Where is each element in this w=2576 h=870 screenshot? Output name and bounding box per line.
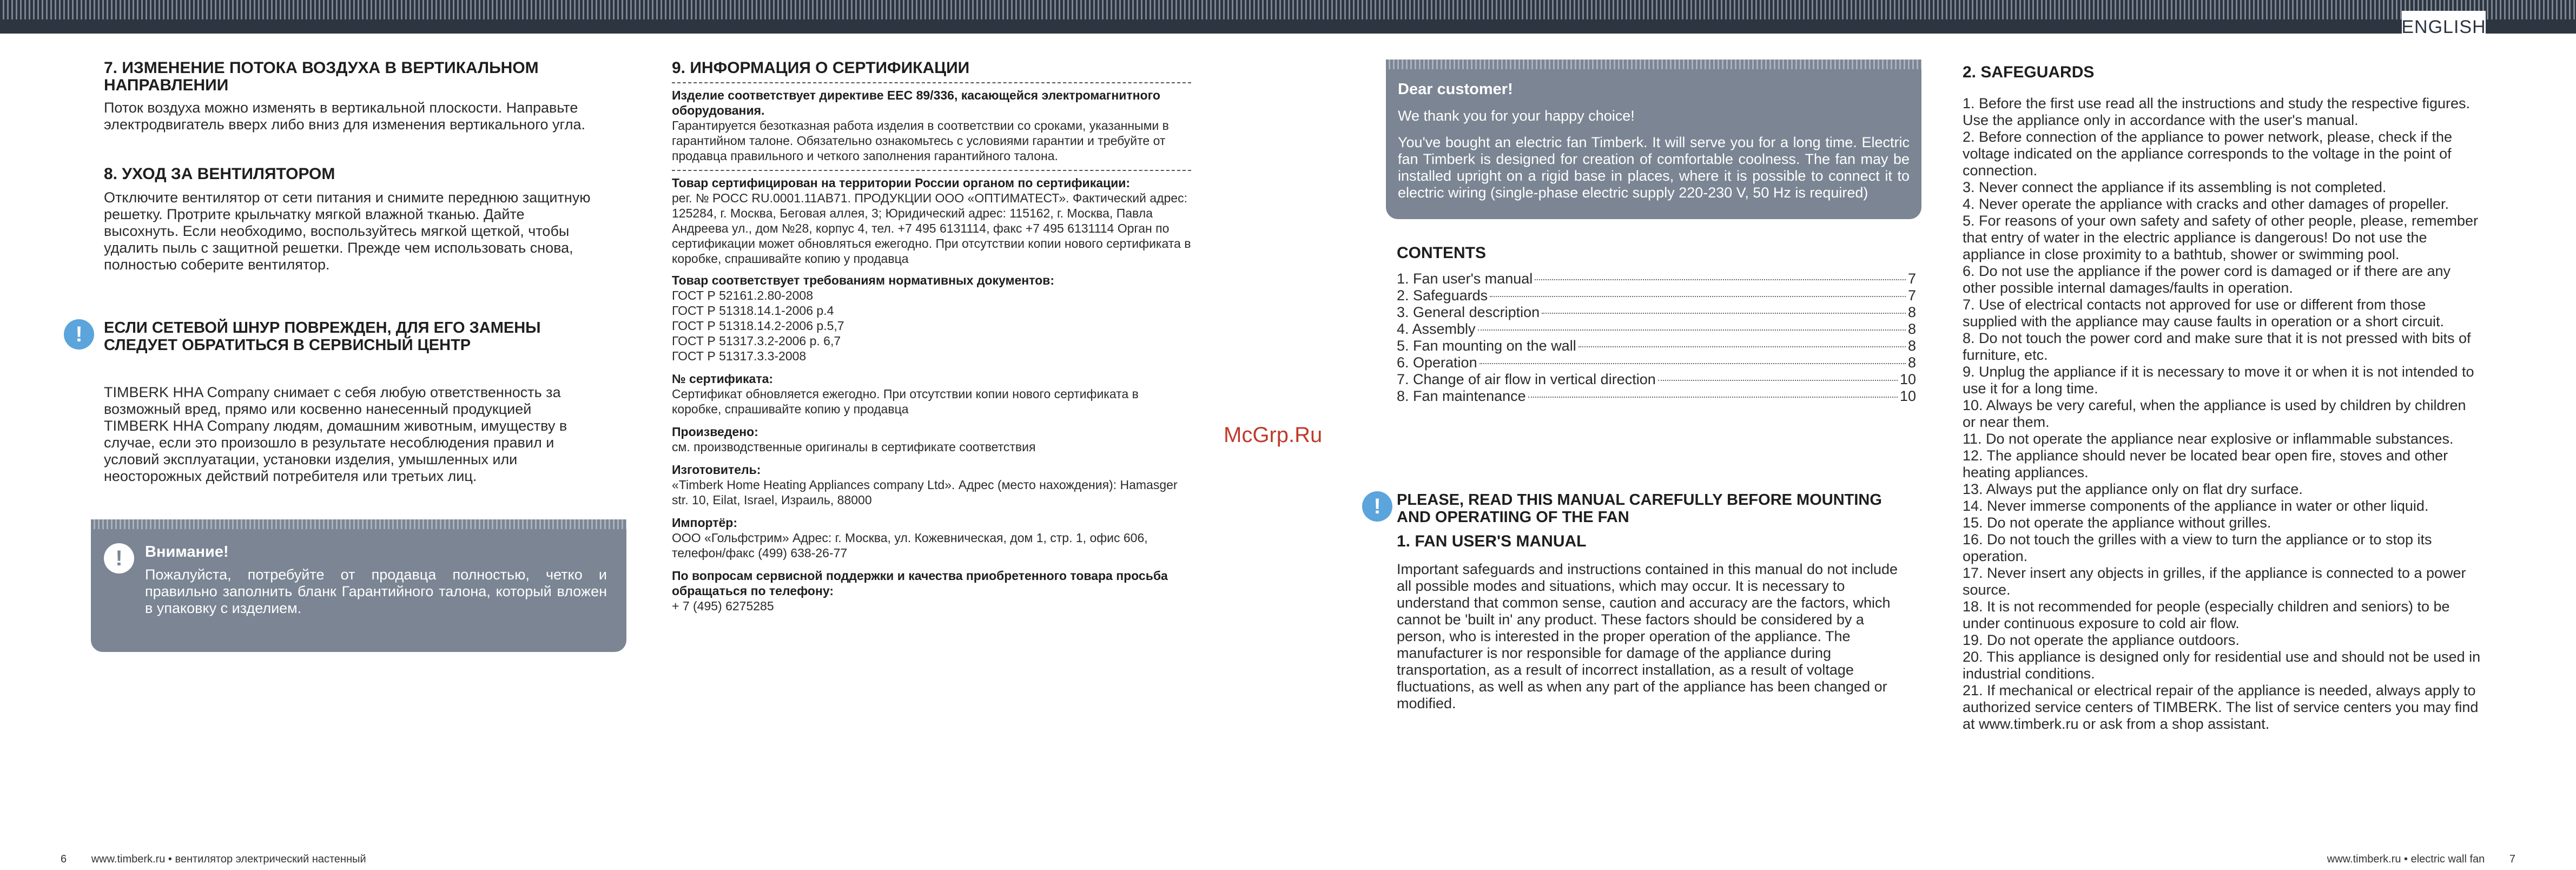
- support-text: + 7 (495) 6275285: [672, 599, 774, 613]
- safeguard-item: 1. Before the first use read all the instructions and study the respective figures. Use the appliance only in accordance with the user's manual.: [1963, 95, 2470, 128]
- section-8-text: Отключите вентилятор от сети питания и снимите переднюю защитную решетку. Протрите крыльчатку мягкой влажной тканью. Дайте высохнуть. Если необходимо, воспользуйтесь мягкой щеткой, чтобы удалить пыль с защитной решетки. Прежде чем использовать снова, полностью соберите вентилятор.: [104, 189, 591, 273]
- attention-icon: !: [104, 543, 134, 574]
- safeguard-item: 4. Never operate the appliance with cracks and other damages of propeller.: [1963, 196, 2449, 212]
- cert-number-text: Сертификат обновляется ежегодно. При отсутствии копии нового сертификата в коробке, спрашивайте копию у продавца: [672, 387, 1139, 416]
- toc-item[interactable]: [1397, 388, 1916, 405]
- importer-text: ООО «Гольфстрим» Адрес: г. Москва, ул. Кожевническая, дом 1, стр. 1, офис 606, телефон/факс (499) 638-26-77: [672, 531, 1148, 560]
- read-warning: [1362, 491, 1919, 526]
- toc-page: 10: [1899, 388, 1916, 404]
- toc-page: 8: [1907, 338, 1916, 354]
- toc-label: 1. Fan user's manual: [1397, 271, 1533, 287]
- toc-item[interactable]: [1397, 321, 1916, 338]
- footer-left: [61, 853, 366, 866]
- toc-label: 8. Fan maintenance: [1397, 388, 1526, 404]
- liability-text: TIMBERK HHA Company снимает с себя любую ответственность за возможный вред, прямо или косвенно нанесенный продукцией TIMBERK HHA Company людям, домашним животным, имуществу в случае, если это произошло в результате несоблюдения правил и условий эксплуатации, установки изделия, умышленных или неосторожных действий потребителя или третьих лиц.: [104, 384, 567, 484]
- toc-page: 7: [1907, 287, 1916, 304]
- safeguard-item: 9. Unplug the appliance if it is necessary to move it or when it is not intended to use it for a long time.: [1963, 364, 2474, 397]
- maker-bold: Изготовитель:: [672, 463, 761, 477]
- divider: [672, 170, 1191, 171]
- safeguards-title: 2. SAFEGUARDS: [1963, 63, 2095, 81]
- toc-dots: [1542, 313, 1906, 314]
- footer-link[interactable]: www.timberk.ru • вентилятор электрический настенный: [91, 853, 366, 865]
- language-tab: ENGLISH: [2402, 11, 2486, 43]
- safeguard-item: 7. Use of electrical contacts not approved for use or different from those supplied with the appliance may cause faults in operation or a short circuit.: [1963, 296, 2444, 329]
- toc-dots: [1479, 363, 1906, 364]
- attention-title: Внимание!: [145, 543, 229, 561]
- toc-label: 6. Operation: [1397, 354, 1477, 371]
- safeguard-item: 14. Never immerse components of the appliance in water or other liquid.: [1963, 498, 2429, 514]
- cert-directive-bold: Изделие соответствует директиве ЕЕС 89/336, касающейся электромагнитного оборудования.: [672, 88, 1160, 117]
- section-7-text: Поток воздуха можно изменять в вертикальной плоскости. Направьте электродвигатель вверх либо вниз для изменения вертикального угла.: [104, 100, 585, 133]
- toc-label: 3. General description: [1397, 304, 1540, 320]
- warning-icon: !: [64, 319, 94, 350]
- toc-label: 4. Assembly: [1397, 321, 1476, 337]
- toc-dots: [1658, 380, 1898, 381]
- cert-norm: ГОСТ Р 51318.14.2-2006 p.5,7: [672, 319, 844, 333]
- cord-warning: [64, 319, 599, 354]
- safeguard-item: 3. Never connect the appliance if its assembling is not completed.: [1963, 179, 2387, 195]
- safeguard-item: 18. It is not recommended for people (especially children and seniors) to be under continuous exposure to cold air flow.: [1963, 598, 2450, 631]
- dear-box-stripe: [1386, 60, 1921, 69]
- safeguard-item: 16. Do not touch the grilles with a view to turn the appliance or to stop its operation.: [1963, 531, 2432, 564]
- toc-page: 10: [1899, 371, 1916, 387]
- produced-text: см. производственные оригиналы в сертификате соответствия: [672, 440, 1036, 454]
- toc-dots: [1578, 346, 1906, 347]
- cert-norm: ГОСТ Р 52161.2.80-2008: [672, 288, 814, 302]
- dear-title: Dear customer!: [1398, 81, 1513, 98]
- manual-title: 1. FAN USER'S MANUAL: [1397, 532, 1587, 550]
- cert-norms-bold: Товар соответствует требованиям нормативных документов:: [672, 273, 1054, 287]
- page-number: 7: [2509, 853, 2515, 865]
- cert-title: 9. ИНФОРМАЦИЯ О СЕРТИФИКАЦИИ: [672, 59, 970, 77]
- toc-label: 7. Change of air flow in vertical direction: [1397, 371, 1656, 387]
- toc-page: 7: [1907, 271, 1916, 287]
- top-band-solid: [0, 19, 2576, 34]
- produced-bold: Произведено:: [672, 425, 758, 439]
- toc-item[interactable]: [1397, 287, 1916, 304]
- support-bold: По вопросам сервисной поддержки и качества приобретенного товара просьба обращаться по телефону:: [672, 569, 1168, 598]
- dear-thanks: We thank you for your happy choice!: [1398, 108, 1635, 124]
- toc-dots: [1528, 397, 1898, 398]
- attention-box: [91, 519, 626, 652]
- toc-item[interactable]: [1397, 354, 1916, 371]
- warning-icon: !: [1362, 491, 1392, 522]
- toc-page: 8: [1907, 304, 1916, 320]
- safeguard-item: 12. The appliance should never be located bear open fire, stoves and other heating appliances.: [1963, 447, 2448, 480]
- safeguard-item: 2. Before connection of the appliance to power network, please, check if the voltage indicated on the appliance corresponds to the voltage in the point of connection.: [1963, 129, 2453, 179]
- toc-item[interactable]: [1397, 304, 1916, 321]
- cert-number-bold: № сертификата:: [672, 372, 774, 386]
- cert-norm: ГОСТ Р 51318.14.1-2006 p.4: [672, 304, 834, 318]
- section-8-title: 8. УХОД ЗА ВЕНТИЛЯТОРОМ: [104, 165, 335, 183]
- safeguard-item: 10. Always be very careful, when the appliance is used by children by children or near them.: [1963, 397, 2466, 430]
- toc-dots: [1535, 279, 1906, 280]
- left-column-1b: [104, 384, 596, 485]
- importer-bold: Импортёр:: [672, 516, 737, 530]
- toc-dots: [1478, 329, 1906, 331]
- safeguard-item: 6. Do not use the appliance if the power cord is damaged or if there are any other possible internal damages/faults in operation.: [1963, 263, 2451, 296]
- safeguard-item: 17. Never insert any objects in grilles, if the appliance is connected to a power source.: [1963, 565, 2466, 598]
- safeguard-item: 19. Do not operate the appliance outdoors.: [1963, 632, 2240, 648]
- safeguard-item: 20. This appliance is designed only for residential use and should not be used in industrial conditions.: [1963, 649, 2481, 682]
- toc-item[interactable]: [1397, 338, 1916, 354]
- safeguard-item: 15. Do not operate the appliance without grilles.: [1963, 515, 2271, 531]
- toc-item[interactable]: [1397, 271, 1916, 287]
- dear-text: You've bought an electric fan Timberk. It will serve you for a long time. Electric fan Timberk is designed for creation of comfortable coolness. The fan may be installed upright on a rigid base in places, where it is possible to connect it to electric wiring (single-phase electric supply 220-230 V, 50 Hz is required): [1398, 134, 1910, 201]
- manual-block: [1397, 533, 1916, 712]
- safeguard-item: 11. Do not operate the appliance near explosive or inflammable substances.: [1963, 431, 2454, 447]
- watermark: McGrp.Ru: [1224, 423, 1323, 447]
- page-number: 6: [61, 853, 67, 865]
- toc-page: 8: [1907, 321, 1916, 337]
- footer-link[interactable]: www.timberk.ru • electric wall fan: [2327, 853, 2485, 865]
- attention-box-stripe: [91, 519, 626, 529]
- cert-org-bold: Товар сертифицирован на территории России органом по сертификации:: [672, 176, 1131, 190]
- cert-norm: ГОСТ Р 51317.3.3-2008: [672, 349, 807, 363]
- left-column-1: [104, 60, 596, 273]
- safeguard-item: 13. Always put the appliance only on flat dry surface.: [1963, 481, 2303, 497]
- cert-norm: ГОСТ Р 51317.3.2-2006 p. 6,7: [672, 334, 841, 348]
- safeguard-item: 21. If mechanical or electrical repair of the appliance is needed, always apply to authorized service centers of TIMBERK. The list of service centers you may find at www.timberk.ru or ask from a shop assistant.: [1963, 682, 2479, 732]
- cert-column: [672, 60, 1191, 614]
- dear-customer-box: [1386, 60, 1921, 219]
- divider: [672, 82, 1191, 83]
- cert-directive-text: Гарантируется безотказная работа изделия в соответствии со сроками, указанными в гарантийном талоне. Обязательно ознакомьтесь с условиями гарантии и требуйте от продавца правильного и четкого заполнения гарантийного талона.: [672, 118, 1169, 163]
- section-7-title: 7. ИЗМЕНЕНИЕ ПОТОКА ВОЗДУХА В ВЕРТИКАЛЬНОМ НАПРАВЛЕНИИ: [104, 59, 539, 94]
- toc-label: 2. Safeguards: [1397, 287, 1488, 304]
- attention-text: Пожалуйста, потребуйте от продавца полностью, четко и правильно заполнить бланк Гарантийного талона, который вложен в упаковку с изделием.: [145, 566, 607, 616]
- toc-item[interactable]: [1397, 371, 1916, 388]
- safeguard-item: 8. Do not touch the power cord and make sure that it is not pressed with bits of furniture, etc.: [1963, 330, 2471, 363]
- contents-block: [1397, 245, 1916, 405]
- cord-warning-text: ЕСЛИ СЕТЕВОЙ ШНУР ПОВРЕЖДЕН, ДЛЯ ЕГО ЗАМЕНЫ СЛЕДУЕТ ОБРАТИТЬСЯ В СЕРВИСНЫЙ ЦЕНТР: [104, 319, 541, 354]
- footer-right: [2327, 853, 2515, 866]
- toc-label: 5. Fan mounting on the wall: [1397, 338, 1576, 354]
- cert-org-text: рег. № РОСС RU.0001.11АВ71. ПРОДУКЦИИ ООО «ОПТИМАТЕСТ». Фактический адрес: 125284, г. Москва, Беговая аллея, 3; Юридический адрес: 115162, г. Москва, Павла Андреева ул., дом №28, корпус 4, тел. +7 495 6131114, факс +7 495 6131114 Орган по сертификации может обновляться ежегодно. При отсутствии копии нового сертификата в коробке, спрашивайте копию у продавца: [672, 191, 1191, 266]
- safeguard-item: 5. For reasons of your own safety and safety of other people, please, remember that entry of water in the electric appliance is dangerous! Do not use the appliance in close proximity to a bathtub, shower or swimming pool.: [1963, 213, 2479, 262]
- contents-title: CONTENTS: [1397, 244, 1486, 262]
- manual-text: Important safeguards and instructions contained in this manual do not include all possible modes and situations, which may occur. It is necessary to understand that common sense, caution and accuracy are the factors, which cannot be 'built in' any product. These factors should be considered by a person, who is interested in the proper operation of the appliance. The manufacturer is nor responsible for damage of the appliance during transportation, as a result of incorrect installation, as a result of voltage fluctuations, as well as when any part of the appliance has been changed or modified.: [1397, 561, 1898, 711]
- toc-page: 8: [1907, 354, 1916, 371]
- maker-text: «Timberk Home Heating Appliances company Ltd». Адрес (место нахождения): Hamasger str. 10, Eilat, Israel, Израиль, 88000: [672, 478, 1178, 507]
- read-warning-text: PLEASE, READ THIS MANUAL CAREFULLY BEFORE MOUNTING AND OPERATIING OF THE FAN: [1397, 491, 1882, 526]
- safeguards-column: [1963, 64, 2482, 733]
- toc-dots: [1490, 296, 1906, 297]
